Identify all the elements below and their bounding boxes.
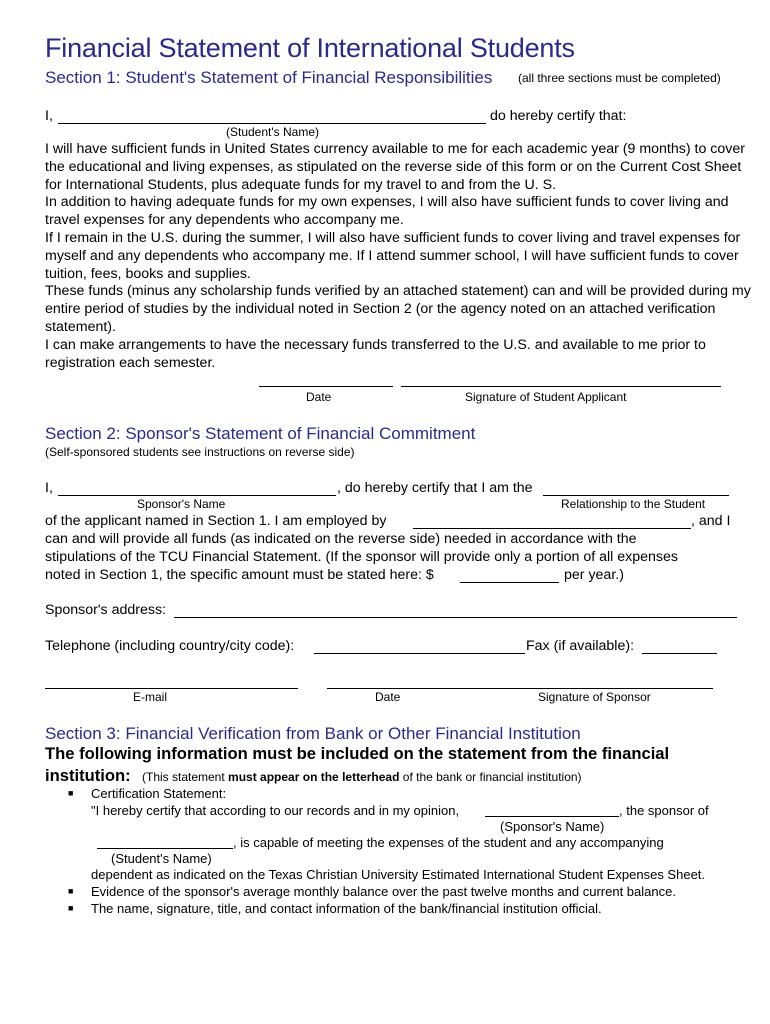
section1-body <box>45 141 755 372</box>
section1-paragraph: I will have sufficient funds in United States currency available to me for each academic year (9 months) to cover the educational and living expenses, as stipulated on the reverse side of this form or on the Current Cost Sheet for International Students, plus adequate funds for my travel to and from the U. S. <box>45 141 745 193</box>
email-caption: E-mail <box>133 690 168 704</box>
section1-paragraph: In addition to having adequate funds for my own expenses, I will also have sufficient funds to cover living and travel expenses for any dependents who accompany me. <box>45 194 729 229</box>
section1-heading: Section 1: Student's Statement of Financial Responsibilities <box>45 68 493 87</box>
page-title: Financial Statement of International Students <box>45 33 575 63</box>
section1-paragraph: I can make arrangements to have the necessary funds transferred to the U.S. and available to me prior to registration each semester. <box>45 336 706 371</box>
amount-line-end: per year.) <box>564 567 624 583</box>
section3-note <box>142 770 582 784</box>
bullet-certification-title: Certification Statement: <box>91 786 227 801</box>
bullet-icon: ■ <box>68 903 74 913</box>
student-date-caption: Date <box>306 390 332 404</box>
sponsor-date-caption: Date <box>375 690 401 704</box>
section2-body-line: stipulations of the TCU Financial Statement. (If the sponsor will provide only a portion of all expenses <box>45 549 678 565</box>
section1-paragraph: These funds (minus any scholarship funds verified by an attached statement) can and will be provided during my entire period of studies by the individual noted in Section 2 (or the agency noted on an attached verification statement). <box>45 283 751 335</box>
telephone-field[interactable] <box>314 653 525 654</box>
section3-note-post: of the bank or financial institution) <box>402 770 582 784</box>
telephone-label: Telephone (including country/city code): <box>45 638 295 654</box>
bullet-official-info: The name, signature, title, and contact information of the bank/financial institution official. <box>91 901 602 916</box>
bullet-icon: ■ <box>68 788 74 798</box>
student-date-field[interactable] <box>259 386 393 387</box>
section3-note-bold: must appear on the letterhead <box>228 770 400 784</box>
sponsor-name-caption: Sponsor's Name <box>137 497 226 511</box>
section1-i-label: I, <box>45 108 53 124</box>
employed-line-start: of the applicant named in Section 1. I am employed by <box>45 513 387 529</box>
sponsor-name-field[interactable] <box>58 495 336 496</box>
fax-field[interactable] <box>642 653 717 654</box>
section1-certify: do hereby certify that: <box>490 108 627 124</box>
student-name-field[interactable] <box>58 123 486 124</box>
student-signature-field[interactable] <box>401 386 721 387</box>
section1-note: (all three sections must be completed) <box>518 71 721 85</box>
cert-line3: dependent as indicated on the Texas Christian University Estimated International Student Expenses Sheet. <box>91 867 706 882</box>
section3-bold-line: institution: <box>45 766 131 785</box>
student-name-caption: (Student's Name) <box>226 125 319 139</box>
section2-body-line: can and will provide all funds (as indicated on the reverse side) needed in accordance with the <box>45 531 637 547</box>
section2-certify: , do hereby certify that I am the <box>337 480 533 496</box>
section3-note-pre: (This statement <box>142 770 225 784</box>
cert-line1-start: "I hereby certify that according to our records and in my opinion, <box>91 803 460 818</box>
section2-heading: Section 2: Sponsor's Statement of Financial Commitment <box>45 424 476 443</box>
bullet-evidence: Evidence of the sponsor's average monthly balance over the past twelve months and current balance. <box>91 884 676 899</box>
email-field[interactable] <box>45 688 298 689</box>
employer-field[interactable] <box>413 528 691 529</box>
relationship-field[interactable] <box>543 495 729 496</box>
cert-student-name-field[interactable] <box>97 848 233 849</box>
bullet-icon: ■ <box>68 886 74 896</box>
section3-heading: Section 3: Financial Verification from Bank or Other Financial Institution <box>45 724 581 743</box>
section1-paragraph: If I remain in the U.S. during the summer, I will also have sufficient funds to cover living and travel expenses for myself and any dependents who accompany me. If I attend summer school, I will have sufficient funds to cover tuition, fees, books and supplies. <box>45 229 741 282</box>
fax-label: Fax (if available): <box>526 638 635 654</box>
amount-field[interactable] <box>460 582 559 583</box>
sponsor-signature-caption: Signature of Sponsor <box>538 690 651 704</box>
cert-sponsor-name-field[interactable] <box>485 816 619 817</box>
section2-note: (Self-sponsored students see instructions on reverse side) <box>45 445 355 459</box>
section2-i-label: I, <box>45 480 53 496</box>
section3-bold-line: The following information must be included on the statement from the financial <box>45 744 670 763</box>
cert-line1-end: , the sponsor of <box>619 803 709 818</box>
employed-line-end: , and I <box>691 513 731 529</box>
relationship-caption: Relationship to the Student <box>561 497 706 511</box>
sponsor-address-field[interactable] <box>174 617 737 618</box>
cert-student-name-caption: (Student's Name) <box>111 851 212 866</box>
sponsor-date-signature-field[interactable] <box>327 688 713 689</box>
cert-line2-end: , is capable of meeting the expenses of the student and any accompanying <box>233 835 664 850</box>
amount-line-start: noted in Section 1, the specific amount must be stated here: $ <box>45 567 434 583</box>
student-signature-caption: Signature of Student Applicant <box>465 390 627 404</box>
sponsor-address-label: Sponsor's address: <box>45 602 167 618</box>
cert-sponsor-name-caption: (Sponsor's Name) <box>500 819 605 834</box>
